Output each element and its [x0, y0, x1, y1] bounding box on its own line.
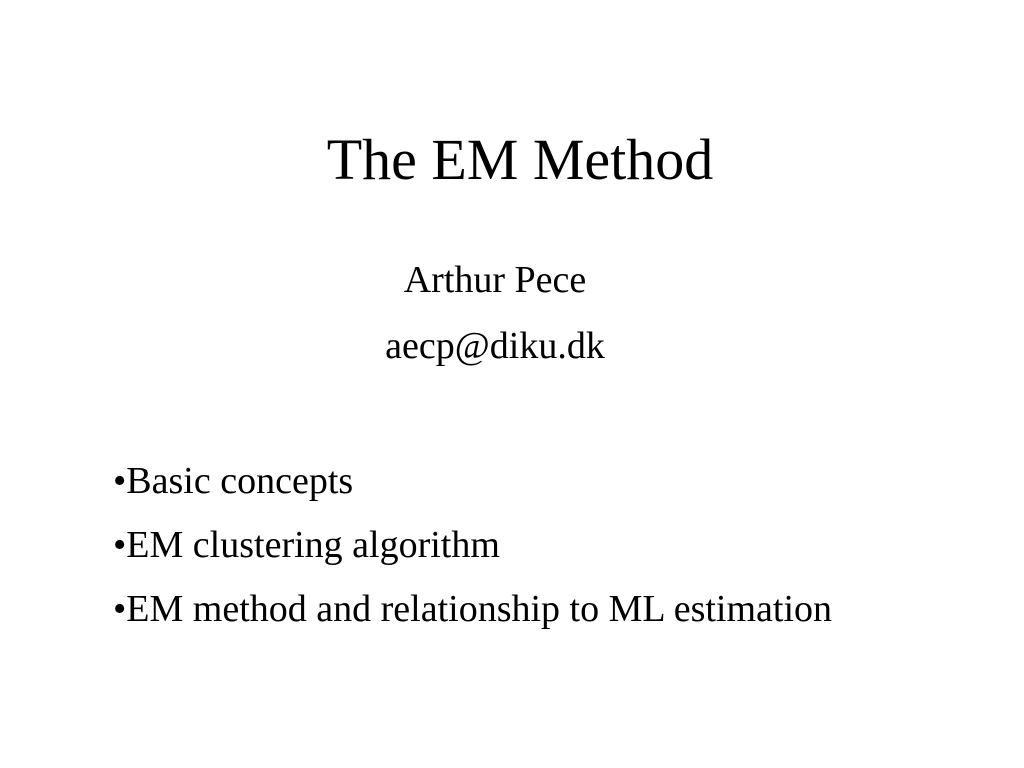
bullet-item: •EM method and relationship to ML estimation [113, 588, 833, 630]
bullet-list [113, 456, 833, 648]
slide-title: The EM Method [326, 127, 714, 192]
author-block [300, 258, 690, 390]
bullet-item: •Basic concepts [113, 460, 354, 502]
author-name: Arthur Pece [403, 259, 587, 301]
bullet-item: •EM clustering algorithm [113, 524, 500, 566]
author-email: aecp@diku.dk [385, 325, 605, 367]
